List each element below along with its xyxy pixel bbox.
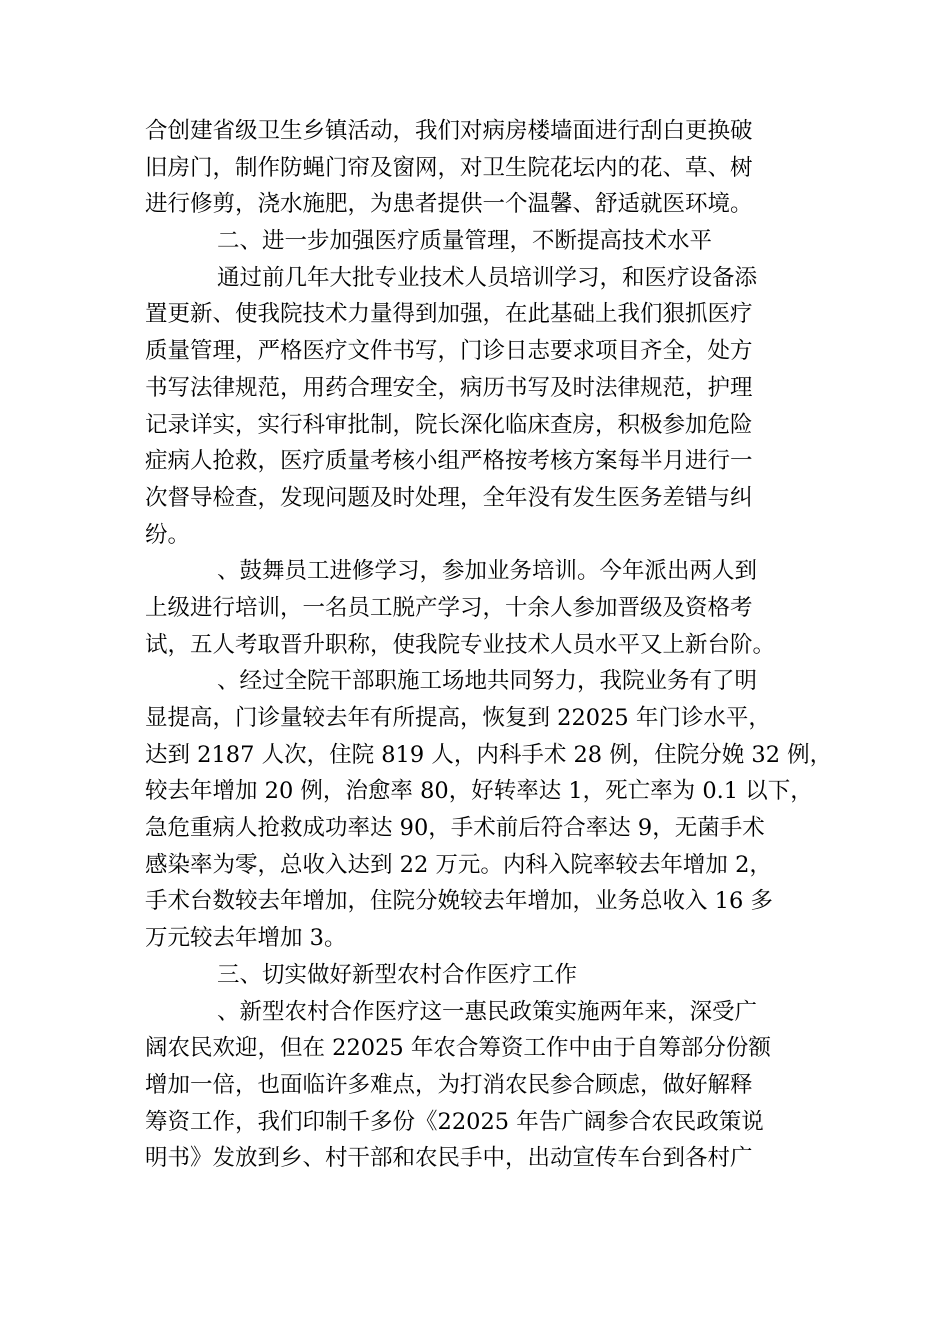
text-line: 、经过全院干部职施工场地共同努力，我院业务有了明 [217, 668, 758, 695]
text-line: 较去年增加 20 例，治愈率 80，好转率达 1，死亡率为 0.1 以下， [145, 778, 813, 805]
text-line: 进行修剪，浇水施肥，为患者提供一个温馨、舒适就医环境。 [145, 191, 753, 218]
text-line: 感染率为零，总收入达到 22 万元。内科入院率较去年增加 2， [145, 851, 772, 878]
text-line: 质量管理，严格医疗文件书写，门诊日志要求项目齐全，处方 [145, 338, 753, 365]
text-line: 筹资工作，我们印制千多份《22025 年告广阔参合农民政策说 [145, 1108, 764, 1135]
text-line: 通过前几年大批专业技术人员培训学习，和医疗设备添 [217, 264, 758, 291]
text-line: 旧房门，制作防蝇门帘及窗网，对卫生院花坛内的花、草、树 [145, 154, 753, 181]
text-line: 书写法律规范，用药合理安全，病历书写及时法律规范，护理 [145, 374, 753, 401]
text-line: 达到 2187 人次，住院 819 人，内科手术 28 例，住院分娩 32 例， [145, 741, 833, 768]
text-line: 、鼓舞员工进修学习，参加业务培训。今年派出两人到 [217, 558, 758, 585]
text-line: 显提高，门诊量较去年有所提高，恢复到 22025 年门诊水平， [145, 705, 771, 731]
text-line: 阔农民欢迎，但在 22025 年农合筹资工作中由于自筹部分份额 [145, 1035, 771, 1062]
text-line: 手术台数较去年增加，住院分娩较去年增加，业务总收入 16 多 [145, 888, 773, 915]
text-line: 症病人抢救，医疗质量考核小组严格按考核方案每半月进行一 [145, 448, 753, 475]
text-line: 置更新、使我院技术力量得到加强，在此基础上我们狠抓医疗 [145, 301, 753, 328]
text-line: 明书》发放到乡、村干部和农民手中，出动宣传车台到各村广 [145, 1145, 753, 1172]
section-heading: 二、进一步加强医疗质量管理，不断提高技术水平 [217, 228, 713, 255]
text-line: 纷。 [145, 521, 191, 548]
text-line: 急危重病人抢救成功率达 90，手术前后符合率达 9，无菌手术 [145, 815, 765, 842]
body-text [145, 113, 833, 1177]
text-line: 试，五人考取晋升职称，使我院专业技术人员水平又上新台阶。 [145, 631, 776, 658]
text-line: 、新型农村合作医疗这一惠民政策实施两年来，深受广 [217, 998, 758, 1025]
section-heading: 三、切实做好新型农村合作医疗工作 [217, 961, 578, 988]
text-line: 上级进行培训，一名员工脱产学习，十余人参加晋级及资格考 [145, 594, 753, 621]
text-line: 增加一倍，也面临许多难点，为打消农民参合顾虑，做好解释 [145, 1071, 753, 1098]
text-line: 记录详实，实行科审批制，院长深化临床查房，积极参加危险 [145, 411, 753, 438]
text-line: 万元较去年增加 3。 [145, 925, 347, 952]
text-line: 合创建省级卫生乡镇活动，我们对病房楼墙面进行刮白更换破 [145, 118, 753, 144]
text-line: 次督导检查，发现问题及时处理，全年没有发生医务差错与纠 [145, 484, 753, 511]
